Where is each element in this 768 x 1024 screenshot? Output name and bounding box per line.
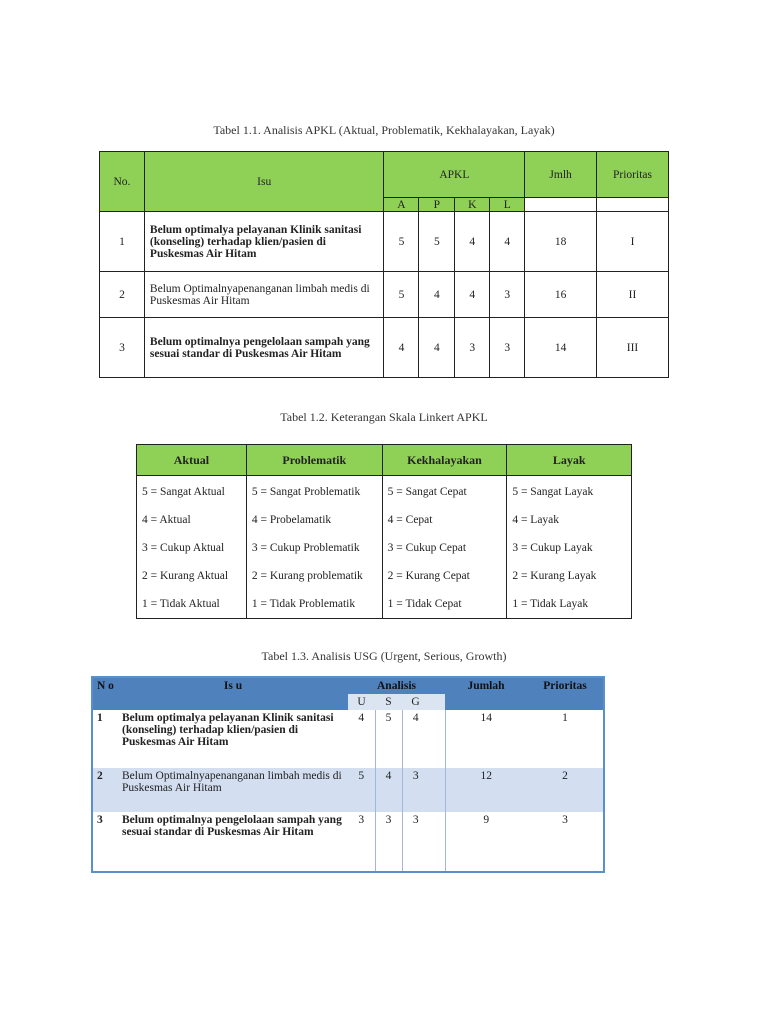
cell: 5 = Sangat Aktual xyxy=(137,476,247,507)
row-no: 3 xyxy=(97,814,103,826)
usg-table xyxy=(91,676,605,873)
row-jumlah: 12 xyxy=(445,768,527,812)
row-k: 3 xyxy=(455,318,490,378)
row-prioritas: 2 xyxy=(527,768,604,812)
row-jmlh: 18 xyxy=(525,212,597,272)
cell: 2 = Kurang problematik xyxy=(246,562,382,590)
subheader-u: U xyxy=(348,694,375,710)
cell: 2 = Kurang Cepat xyxy=(382,562,507,590)
table-row xyxy=(137,590,632,619)
row-jumlah: 9 xyxy=(445,812,527,872)
row-p: 5 xyxy=(419,212,455,272)
header-prioritas: Prioritas xyxy=(597,152,669,198)
subheader-l: L xyxy=(490,198,525,212)
header-prioritas: Prioritas xyxy=(527,677,604,694)
row-prioritas: 3 xyxy=(562,814,568,826)
header-isu: Isu xyxy=(144,152,384,212)
row-l: 3 xyxy=(490,272,525,318)
row-jmlh: 14 xyxy=(525,318,597,378)
header-jmlh: Jmlh xyxy=(525,152,597,198)
table-row xyxy=(100,272,669,318)
cell: 2 = Kurang Layak xyxy=(507,562,632,590)
row-k: 4 xyxy=(455,212,490,272)
row-p: 4 xyxy=(419,318,455,378)
header-no: N o xyxy=(92,677,118,710)
row-prioritas: 1 xyxy=(562,712,568,724)
table-row xyxy=(100,212,669,272)
row-prioritas: I xyxy=(597,212,669,272)
header-isu-fill xyxy=(118,694,348,710)
row-blank xyxy=(429,710,445,768)
cell: 3 = Cukup Cepat xyxy=(382,534,507,562)
table-row xyxy=(100,318,669,378)
header-problematik: Problematik xyxy=(246,445,382,476)
row-prioritas: II xyxy=(597,272,669,318)
header-jumlah-fill xyxy=(445,694,527,710)
row-no: 1 xyxy=(97,712,103,724)
subheader-a: A xyxy=(384,198,419,212)
cell: 3 = Cukup Layak xyxy=(507,534,632,562)
subheader-p: P xyxy=(419,198,455,212)
subheader-empty-jmlh xyxy=(525,198,597,212)
row-a: 5 xyxy=(384,272,419,318)
header-analisis: Analisis xyxy=(348,677,445,694)
table-row xyxy=(137,506,632,534)
header-isu: Is u xyxy=(118,677,348,694)
row-jumlah: 14 xyxy=(445,710,527,768)
row-l: 3 xyxy=(490,318,525,378)
subheader-g: G xyxy=(402,694,429,710)
cell: 3 = Cukup Aktual xyxy=(137,534,247,562)
header-aktual: Aktual xyxy=(137,445,247,476)
row-p: 4 xyxy=(419,272,455,318)
row-a: 4 xyxy=(384,318,419,378)
table1-caption: Tabel 1.1. Analisis APKL (Aktual, Problematik, Kekhalayakan, Layak) xyxy=(213,123,555,137)
cell: 1 = Tidak Aktual xyxy=(137,590,247,619)
cell: 1 = Tidak Layak xyxy=(507,590,632,619)
row-g: 3 xyxy=(402,768,429,812)
table-row xyxy=(137,534,632,562)
row-blank xyxy=(429,812,445,872)
subheader-blank xyxy=(429,694,445,710)
row-jmlh: 16 xyxy=(525,272,597,318)
row-s: 5 xyxy=(375,710,402,768)
header-apkl: APKL xyxy=(384,152,525,198)
row-l: 4 xyxy=(490,212,525,272)
cell: 1 = Tidak Problematik xyxy=(246,590,382,619)
row-k: 4 xyxy=(455,272,490,318)
header-prioritas-fill xyxy=(527,694,604,710)
row-prioritas: III xyxy=(597,318,669,378)
cell: 4 = Probelamatik xyxy=(246,506,382,534)
table3-caption: Tabel 1.3. Analisis USG (Urgent, Serious, Growth) xyxy=(261,649,507,663)
row-no: 1 xyxy=(100,212,145,272)
row-isu: Belum Optimalnyapenanganan limbah medis di Puskesmas Air Hitam xyxy=(144,272,384,318)
table-row xyxy=(92,768,604,812)
row-blank xyxy=(429,768,445,812)
row-no: 2 xyxy=(92,768,118,812)
row-g: 3 xyxy=(402,812,429,872)
row-isu: Belum optimalnya pengelolaan sampah yang sesuai standar di Puskesmas Air Hitam xyxy=(122,814,342,838)
subheader-s: S xyxy=(375,694,402,710)
cell: 5 = Sangat Layak xyxy=(507,476,632,507)
cell: 4 = Cepat xyxy=(382,506,507,534)
row-no: 3 xyxy=(100,318,145,378)
subheader-empty-prioritas xyxy=(597,198,669,212)
row-u: 4 xyxy=(358,712,365,724)
header-no: No. xyxy=(100,152,145,212)
table2-caption: Tabel 1.2. Keterangan Skala Linkert APKL xyxy=(280,410,488,424)
cell: 2 = Kurang Aktual xyxy=(137,562,247,590)
table-row xyxy=(137,476,632,507)
subheader-k: K xyxy=(455,198,490,212)
cell: 5 = Sangat Problematik xyxy=(246,476,382,507)
header-kekhalayakan: Kekhalayakan xyxy=(382,445,507,476)
row-u: 5 xyxy=(348,768,375,812)
cell: 4 = Aktual xyxy=(137,506,247,534)
cell: 4 = Layak xyxy=(507,506,632,534)
header-jumlah: Jumlah xyxy=(445,677,527,694)
cell: 1 = Tidak Cepat xyxy=(382,590,507,619)
apkl-table xyxy=(99,151,669,378)
row-no: 2 xyxy=(100,272,145,318)
table-row xyxy=(92,812,604,872)
row-s: 4 xyxy=(375,768,402,812)
table-row xyxy=(137,562,632,590)
row-isu: Belum Optimalnyapenanganan limbah medis di Puskesmas Air Hitam xyxy=(118,768,348,812)
row-a: 5 xyxy=(384,212,419,272)
table-row xyxy=(92,710,604,768)
row-s: 3 xyxy=(375,812,402,872)
cell: 3 = Cukup Problematik xyxy=(246,534,382,562)
row-u: 3 xyxy=(358,814,365,826)
likert-scale-table xyxy=(136,444,632,619)
row-g: 4 xyxy=(402,710,429,768)
row-isu: Belum optimalnya pengelolaan sampah yang sesuai standar di Puskesmas Air Hitam xyxy=(144,318,384,378)
cell: 5 = Sangat Cepat xyxy=(382,476,507,507)
header-layak: Layak xyxy=(507,445,632,476)
row-isu: Belum optimalya pelayanan Klinik sanitasi (konseling) terhadap klien/pasien di Puskesmas Air Hitam xyxy=(144,212,384,272)
row-isu: Belum optimalya pelayanan Klinik sanitasi (konseling) terhadap klien/pasien di Puskesmas Air Hitam xyxy=(122,712,334,748)
